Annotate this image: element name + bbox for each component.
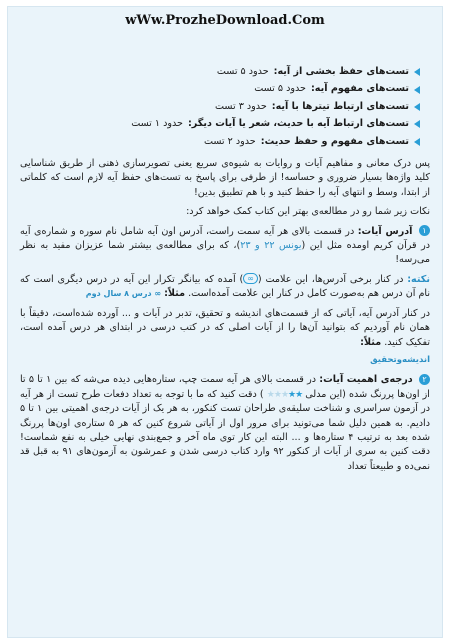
star-filled-icon: ★ xyxy=(288,389,296,400)
body-text: ) دقت کنید که ما با توجه به تعداد دفعات طرح تست از هر آیه در آزمون سراسری و شناخت سلیقه‌ی طراحان تست کنکور، به هر یک از آیات درجه‌ی اهمیتی بین ۱ تا ۵ دادیم. به همین دلیل شما می‌تونید برای مرور اول از آیاتی شروع کنین که هر ۵ ستاره‌ی اون‌ها پررنگ شده بعد به ترتیب ۴ ستاره‌ها و ... البته این کار توی ماه آخر و جمع‌بندی نهایی خیلی به نفع شماست! دقت کنین به سری از آیات از کنکور ۹۲ وارد کتاب درسی شدن و عمرشون به آزمون‌های ۹۱ به قبل قد نمی‌ده و طبیعتاً تعداد xyxy=(20,388,430,472)
body-text: در قسمت بالای هر آیه سمت راست، آدرس اون آیه شامل نام سوره و شماره‌ی آیه در قرآن کریم اومده مثل این ( xyxy=(20,225,431,252)
address-paragraph xyxy=(20,225,430,268)
body-text: در قسمت بالای هر آیه سمت چپ، ستاره‌هایی دیده می‌شه که بین ۱ تا ۵ تا از اون‌ها پررنگ شده (این مدلی xyxy=(20,374,430,400)
site-watermark-header: wWw.ProzheDownload.Com xyxy=(125,13,325,28)
body-text: در کنار آدرس آیه، آیاتی که از قسمت‌های اندیشه و تحقیق، تدبر در آیات و ... آورده شده‌است، دقیقاً با همان نام آوردیم که بتوانید آن‌ها را از آیات اصلی که در کتب درسی در ابتدای هر درس آمده است، تفکیک کنید. xyxy=(20,307,430,348)
number-badge: ۲ xyxy=(419,374,430,385)
list-item xyxy=(20,117,420,131)
arrow-bullet-icon xyxy=(414,120,420,128)
sura-reference: یونس ۲۲ و ۲۳ xyxy=(240,240,302,252)
page-content xyxy=(20,65,430,479)
repeat-link-icon: ∞ xyxy=(243,273,258,284)
bullet-title: تست‌های مفهوم و حفظ حدیث: xyxy=(260,135,409,147)
bullet-value: حدود ۳ تست xyxy=(214,100,267,112)
book-page xyxy=(7,6,443,638)
list-item xyxy=(20,82,420,96)
bullet-value: حدود ۵ تست xyxy=(254,83,306,95)
example-label: مثلاً: xyxy=(164,288,186,300)
body-text: در کنار برخی آدرس‌ها، این علامت ( xyxy=(257,273,404,285)
bullet-value: حدود ۵ تست xyxy=(216,66,269,77)
bullet-value: حدود ۲ تست xyxy=(203,135,256,147)
list-item xyxy=(20,100,420,114)
bullet-value: حدود ۱ تست xyxy=(131,118,183,130)
note-title: نکته: xyxy=(407,273,430,285)
body-text: )، که برای مطالعه‌ی بیشتر شما عزیزان مفید به نظر می‌رسه! xyxy=(20,240,430,266)
section-source-paragraph xyxy=(20,307,430,350)
arrow-bullet-icon xyxy=(414,86,420,94)
body-text: ) آمده که بیانگر تکرار این آیه در درس دیگری است که نام آن درس هم به‌صورت کامل در کنار این علامت آمده‌است. xyxy=(20,273,430,300)
importance-paragraph xyxy=(20,373,430,474)
note-paragraph xyxy=(20,273,430,302)
help-paragraph: نکات زیر شما رو در مطالعه‌ی بهتر این کتاب کمک خواهد کرد: xyxy=(186,206,430,218)
star-empty-icon: ★ xyxy=(266,389,274,400)
test-type-list xyxy=(20,65,430,149)
arrow-bullet-icon xyxy=(414,103,420,111)
lesson-tag: ∞ درس ۸ سال دوم xyxy=(85,289,161,299)
example-label: مثلاً: xyxy=(360,336,382,348)
list-item xyxy=(20,135,420,149)
star-filled-icon: ★ xyxy=(295,389,303,400)
bullet-title: تست‌های حفظ بخشی از آیه: xyxy=(273,66,409,77)
number-badge: ۱ xyxy=(419,225,430,236)
star-empty-icon: ★ xyxy=(280,389,289,400)
arrow-bullet-icon xyxy=(414,68,420,76)
section-tag: اندیشه‌وتحقیق xyxy=(370,354,430,365)
star-empty-icon: ★ xyxy=(273,389,281,400)
bullet-title: تست‌های مفهوم آیه: xyxy=(310,83,409,95)
intro-paragraph: پس درک معانی و مفاهیم آیات و روایات به شیوه‌ی سریع یعنی تصویرسازی ذهنی از طریق شناسایی کلید واژه‌ها بسیار ضروری و حساسه! از طرفی برای پاسخ به تست‌های حفظ آیه لازم است که کلماتی از ابتدا، وسط و انتهای آیه را حفظ کنید و با هم تطبیق بدین! xyxy=(20,158,430,198)
bullet-title: تست‌های ارتباط تیترها با آیه: xyxy=(271,100,409,112)
section-title: درجه‌ی اهمیت آیات: xyxy=(319,374,413,386)
list-item xyxy=(20,65,420,79)
section-title: آدرس آیات: xyxy=(357,225,413,237)
star-rating-icon xyxy=(267,388,302,402)
bullet-title: تست‌های ارتباط آیه با حدیث، شعر یا آیات دیگر: xyxy=(187,118,409,130)
arrow-bullet-icon xyxy=(414,138,420,146)
